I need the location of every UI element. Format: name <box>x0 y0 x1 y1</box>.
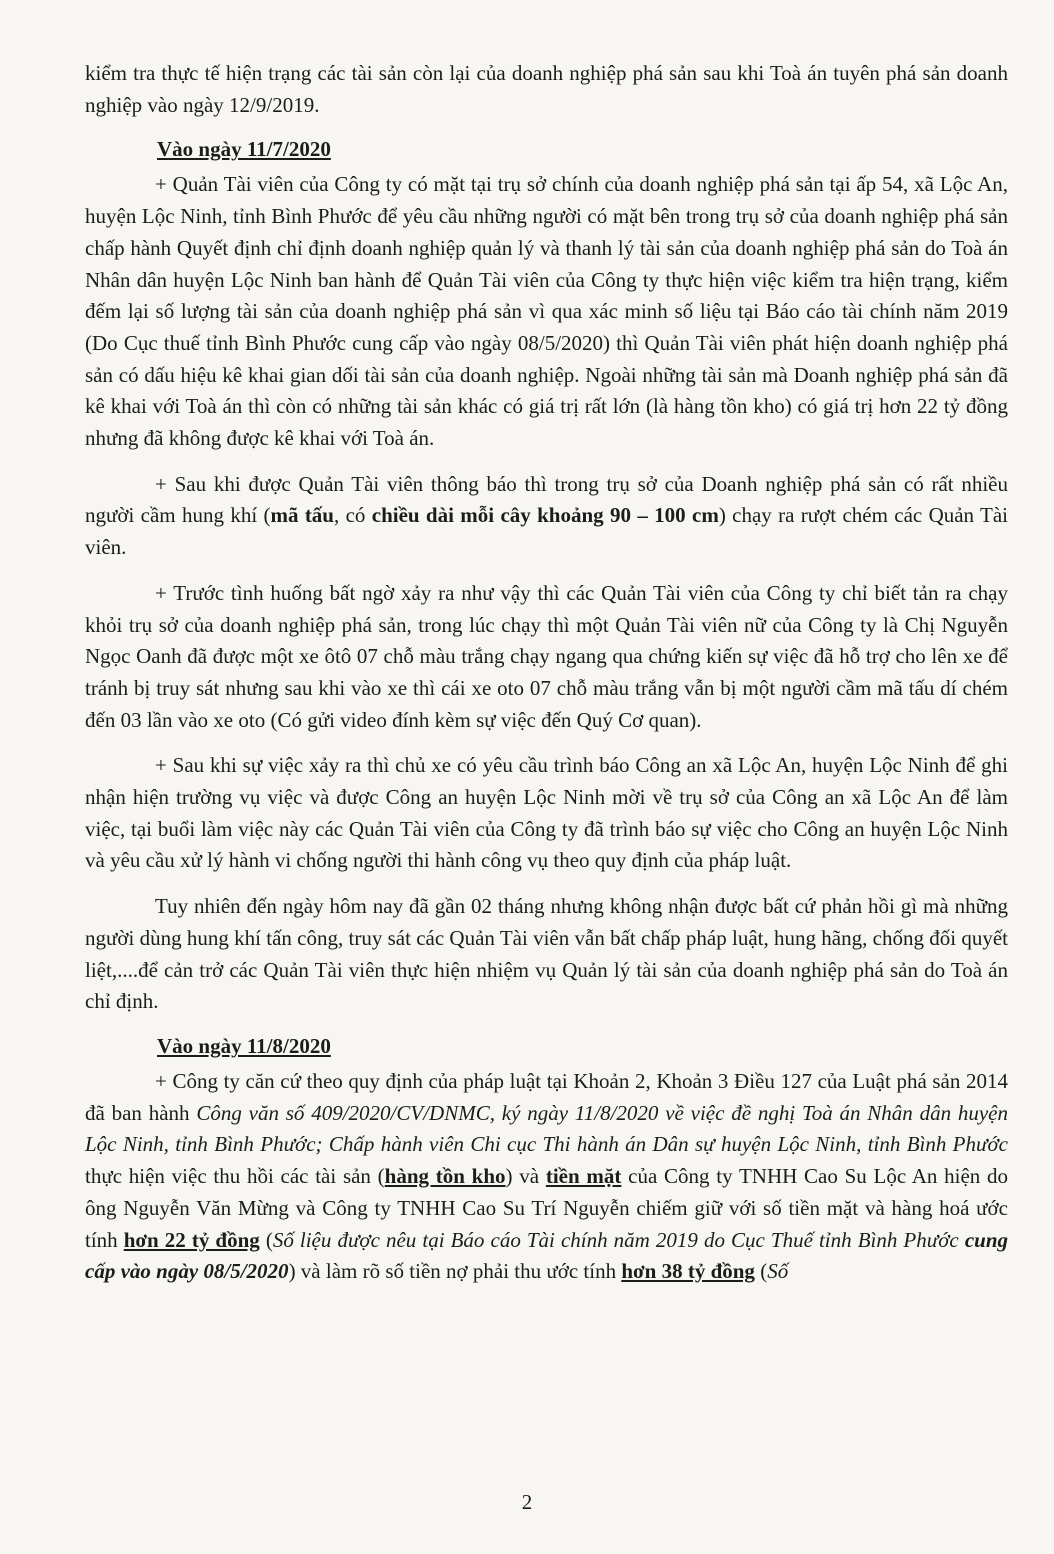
paragraph-6-text-c: thực hiện việc thu hồi các tài sản ( <box>85 1164 385 1189</box>
paragraph-4: + Sau khi sự việc xảy ra thì chủ xe có yêu cầu trình báo Công an xã Lộc An, huyện Lộc Ninh để ghi nhận hiện trường vụ việc và được Công an huyện Lộc Ninh mời về trụ sở của Công an xã Lộc An để làm việc, tại buổi làm việc này các Quản Tài viên của Công ty đã trình báo sự việc cho Công an huyện Lộc Ninh và yêu cầu xử lý hành vi chống người thi hành công vụ theo quy định của pháp luật. <box>85 753 1008 873</box>
paragraph-2 <box>85 469 1008 564</box>
paragraph-gap <box>85 455 1008 469</box>
paragraph-6-italic-so-lieu: Số liệu được nêu tại Báo cáo Tài chính năm 2019 do Cục Thuế tỉnh Bình Phước <box>272 1227 965 1252</box>
paragraph-2-text-a: + Sau khi được Quản Tài viên thông báo thì trong trụ sở của Doanh nghiệp phá sản có rất nhiều người cầm hung khí ( <box>85 471 1008 528</box>
paragraph-6-text-e: ) và <box>505 1164 546 1189</box>
paragraph-6 <box>85 1066 1008 1288</box>
paragraph-2-bold-ma-tau: mã tấu <box>270 503 334 528</box>
paragraph-3: + Trước tình huống bất ngờ xảy ra như vậy thì các Quản Tài viên của Công ty chỉ biết tản ra chạy khỏi trụ sở của doanh nghiệp phá sản, trong lúc chạy thì một Quản Tài viên nữ của Công ty là Chị Nguyễn Ngọc Oanh đã được một xe ôtô 07 chỗ màu trắng chạy ngang qua chứng kiến sự việc đã hỗ trợ cho lên xe để tránh bị truy sát nhưng sau khi vào xe thì cái xe oto 07 chỗ màu trắng vẫn bị một người cầm mã tấu dí chém đến 03 lần vào xe oto (Có gửi video đính kèm sự việc đến Quý Cơ quan). <box>85 580 1008 732</box>
paragraph-6-bold-hang-ton-kho: hàng tồn kho <box>384 1164 506 1189</box>
paragraph-gap <box>85 877 1008 891</box>
paragraph-intro: kiểm tra thực tế hiện trạng các tài sản còn lại của doanh nghiệp phá sản sau khi Toà án tuyên phá sản doanh nghiệp vào ngày 12/9/2019. <box>85 61 1008 117</box>
paragraph-6-italic-cong-van: Công văn số 409/2020/CV/DNMC, ký ngày 11/8/2020 về việc đề nghị Toà án Nhân dân huyện Lộc Ninh, tỉnh Bình Phước; Chấp hành viên Chi cục Thi hành án Dân sự huyện Lộc Ninh, tỉnh Bình Phước <box>85 1100 1009 1157</box>
paragraph-6-text-i: ( <box>259 1227 273 1252</box>
paragraph-6-bold-italic-date: cung cấp vào ngày 08/5/2020 <box>85 1227 1008 1284</box>
paragraph-6-text-g: của Công ty TNHH Cao Su Lộc An hiện do ông Nguyễn Văn Mừng và Công ty TNHH Cao Su Trí Nguyễn chiếm giữ với số tiền mặt và hàng hoá ước tính <box>85 1164 1009 1252</box>
paragraph-6-bold-tien-mat: tiền mặt <box>545 1164 622 1189</box>
page-number: 2 <box>521 1490 533 1514</box>
section-heading-11-8-2020: Vào ngày 11/8/2020 <box>157 1033 331 1058</box>
paragraph-gap <box>85 564 1008 578</box>
paragraph-2-text-e: ) chạy ra rượt chém các Quản Tài viên. <box>85 503 1008 560</box>
paragraph-5: Tuy nhiên đến ngày hôm nay đã gần 02 tháng nhưng không nhận được bất cứ phản hồi gì mà những người dùng hung khí tấn công, truy sát các Quản Tài viên vẫn bất chấp pháp luật, hung hãng, chống đối quyết liệt,....để cản trở các Quản Tài viên thực hiện nhiệm vụ Quản lý tài sản của doanh nghiệp phá sản do Toà án chỉ định. <box>85 894 1008 1014</box>
paragraph-2-text-c: , có <box>334 503 372 528</box>
paragraph-gap <box>85 736 1008 750</box>
paragraph-6-bold-38-ty: hơn 38 tỷ đồng <box>621 1259 755 1284</box>
paragraph-2-bold-length: chiều dài mỗi cây khoảng 90 – 100 cm <box>371 503 719 528</box>
paragraph-6-italic-so: Số <box>767 1259 789 1284</box>
paragraph-6-text-n: ( <box>754 1259 768 1284</box>
section-heading-11-7-2020: Vào ngày 11/7/2020 <box>157 137 331 162</box>
paragraph-6-text-a: + Công ty căn cứ theo quy định của pháp luật tại Khoản 2, Khoản 3 Điều 127 của Luật phá sản 2014 đã ban hành <box>85 1068 1008 1125</box>
paragraph-1: + Quản Tài viên của Công ty có mặt tại trụ sở chính của doanh nghiệp phá sản tại ấp 54, xã Lộc An, huyện Lộc Ninh, tỉnh Bình Phước để yêu cầu những người có mặt bên trong trụ sở của doanh nghiệp phá sản chấp hành Quyết định chỉ định doanh nghiệp quản lý và thanh lý tài sản của doanh nghiệp phá sản do Toà án Nhân dân huyện Lộc Ninh ban hành để Quản Tài viên của Công ty thực hiện việc kiểm tra hiện trạng, kiểm đếm lại số lượng tài sản của doanh nghiệp phá sản vì qua xác minh số liệu tại Báo cáo tài chính năm 2019 (Do Cục thuế tỉnh Bình Phước cung cấp vào ngày 08/5/2020) thì Quản Tài viên phát hiện doanh nghiệp phá sản có dấu hiệu kê khai gian dối tài sản của doanh nghiệp. Ngoài những tài sản mà Doanh nghiệp phá sản đã kê khai với Toà án thì còn có những tài sản khác có giá trị rất lớn (là hàng tồn kho) có giá trị hơn 22 tỷ đồng nhưng đã không được kê khai với Toà án. <box>85 172 1008 451</box>
paragraph-6-text-l: ) và làm rõ số tiền nợ phải thu ước tính <box>288 1259 622 1284</box>
paragraph-6-bold-22-ty: hơn 22 tỷ đồng <box>123 1227 260 1252</box>
